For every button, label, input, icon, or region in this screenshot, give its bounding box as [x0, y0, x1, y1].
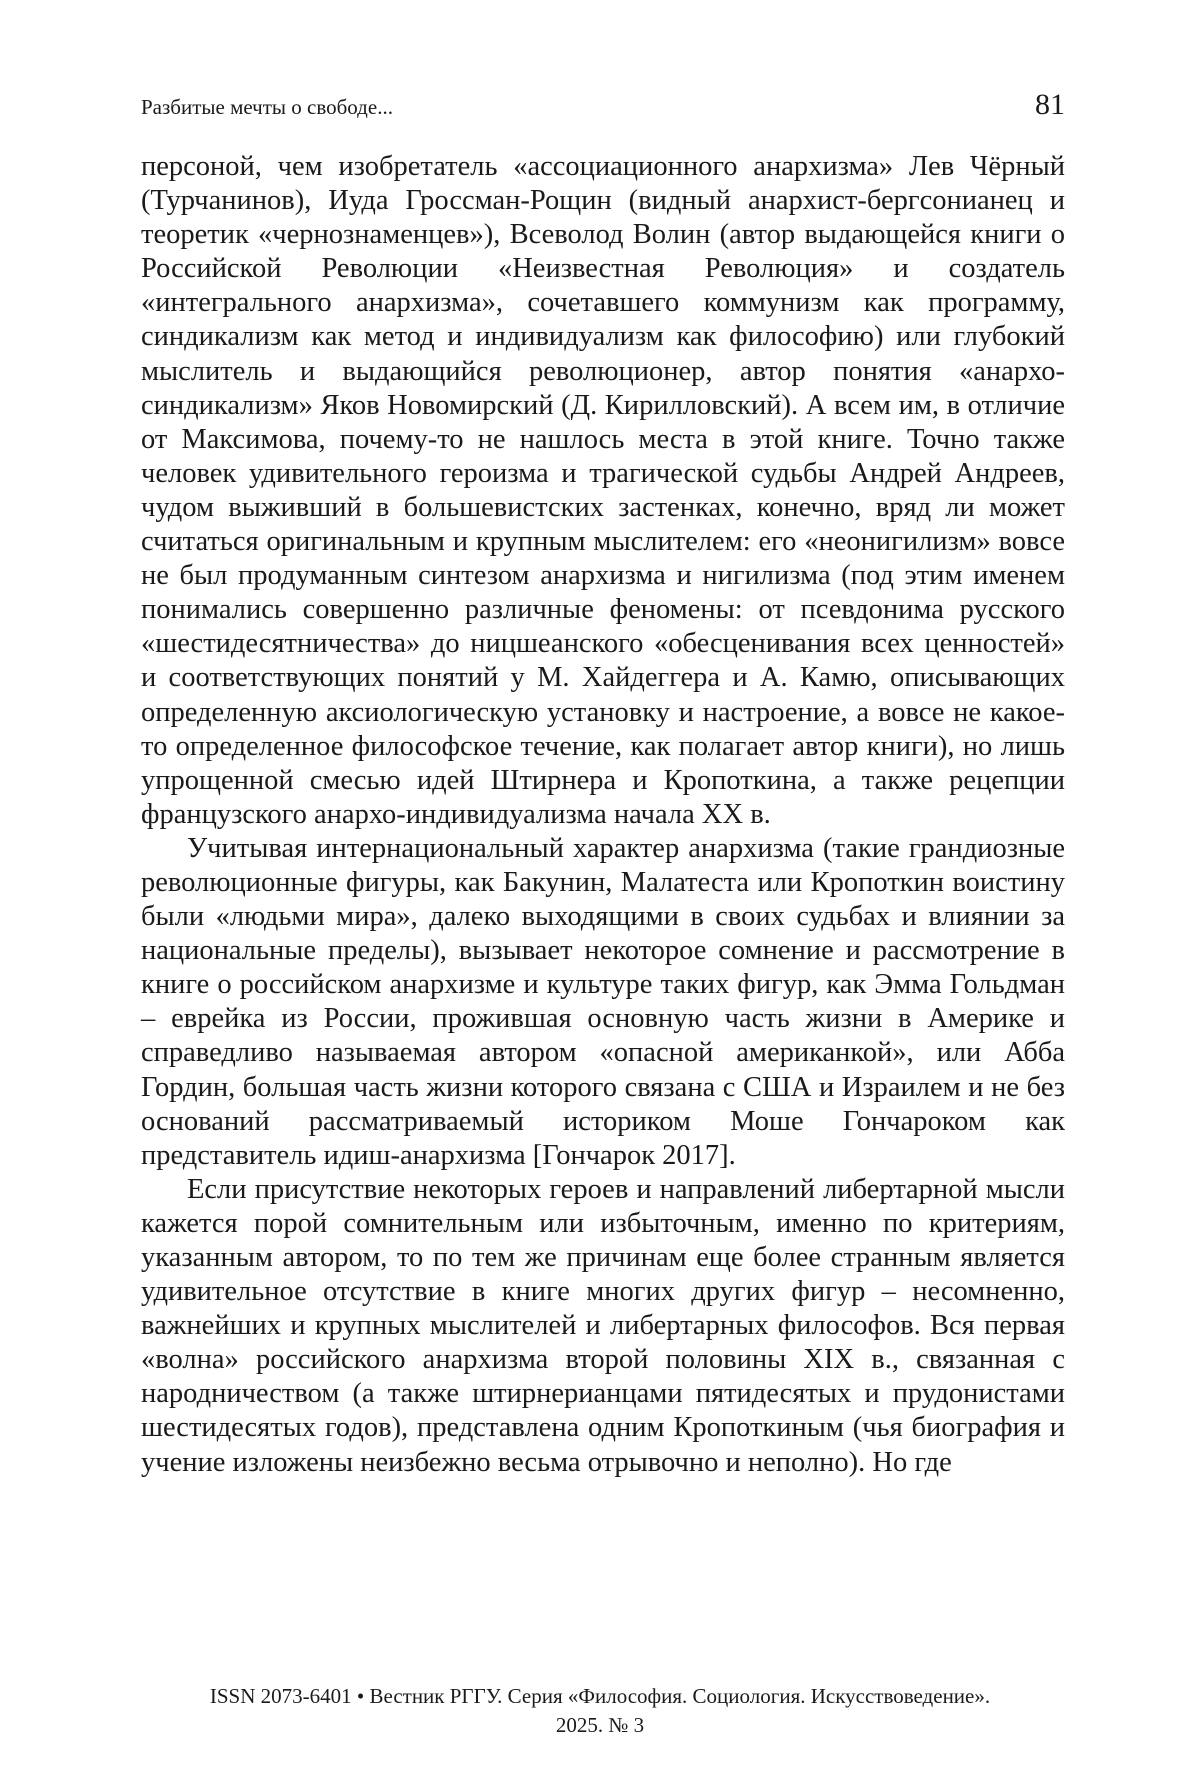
running-title: Разбитые мечты о свободе... [141, 95, 393, 119]
footer-journal-line: ISSN 2073-6401 • Вестник РГГУ. Серия «Философия. Социология. Искусствоведение». [209, 1684, 991, 1708]
footer-issue-line: 2025. № 3 [555, 1713, 645, 1737]
page-footer [120, 1682, 1080, 1740]
paragraph-1: персоной, чем изобретатель «ассоциационного анархизма» Лев Чёрный (Турчанинов), Иуда Гроссман-Рощин (видный анархист-бергсонианец и теоретик «чернознаменцев»), Всеволод Волин (автор выдающейся книги о Российской Революции «Неизвестная Революция» и создатель «интегрального анархизма», сочетавшего коммунизм как программу, синдикализм как метод и индивидуализм как философию) или глубокий мыслитель и выдающийся революционер, автор понятия «анархо-синдикализм» Яков Новомирский (Д. Кирилловский). А всем им, в отличие от Максимова, почему-то не нашлось места в этой книге. Точно также человек удивительного героизма и трагической судьбы Андрей Андреев, чудом выживший в большевистских застенках, конечно, вряд ли может считаться оригинальным и крупным мыслителем: его «неонигилизм» вовсе не был продуманным синтезом анархизма и нигилизма (под этим именем понимались совершенно различные феномены: от псевдонима русского «шестидесятничества» до ницшеанского «обесценивания всех ценностей» и соответствующих понятий у М. Хайдеггера и А. Камю, описывающих определенную аксиологическую установку и настроение, а вовсе не какое-то определенное философское течение, как полагает автор книги), но лишь упрощенной смесью идей Штирнера и Кропоткина, а также рецепции французского анархо-индивидуализма начала XX в. [141, 151, 1065, 830]
paragraph-2: Учитывая интернациональный характер анархизма (такие грандиозные революционные фигуры, как Бакунин, Малатеста или Кропоткин воистину были «людьми мира», далеко выходящими в своих судьбах и влиянии за национальные пределы), вызывает некоторое сомнение и рассмотрение в книге о российском анархизме и культуре таких фигур, как Эмма Гольдман – еврейка из России, прожившая основную часть жизни в Америке и справедливо называемая автором «опасной американкой», или Абба Гордин, большая часть жизни которого связана с США и Израилем и не без оснований рассматриваемый историком Моше Гончароком как представитель идиш-анархизма [Гончарок 2017]. [141, 832, 1065, 1171]
page-number: 81 [1035, 88, 1065, 121]
paragraph-3: Если присутствие некоторых героев и направлений либертарной мысли кажется порой сомнительным или избыточным, именно по критериям, указанным автором, то по тем же причинам еще более странным является удивительное отсутствие в книге многих других фигур – несомненно, важнейших и крупных мыслителей и либертарных философов. Вся первая «волна» российского анархизма второй половины XIX в., связанная с народничеством (а также штирнерианцами пятидесятых и прудонистами шестидесятых годов), представлена одним Кропоткиным (чья биография и учение изложены неизбежно весьма отрывочно и неполно). Но где [141, 1173, 1065, 1478]
article-body [141, 150, 1065, 1480]
page-header [141, 88, 1065, 122]
